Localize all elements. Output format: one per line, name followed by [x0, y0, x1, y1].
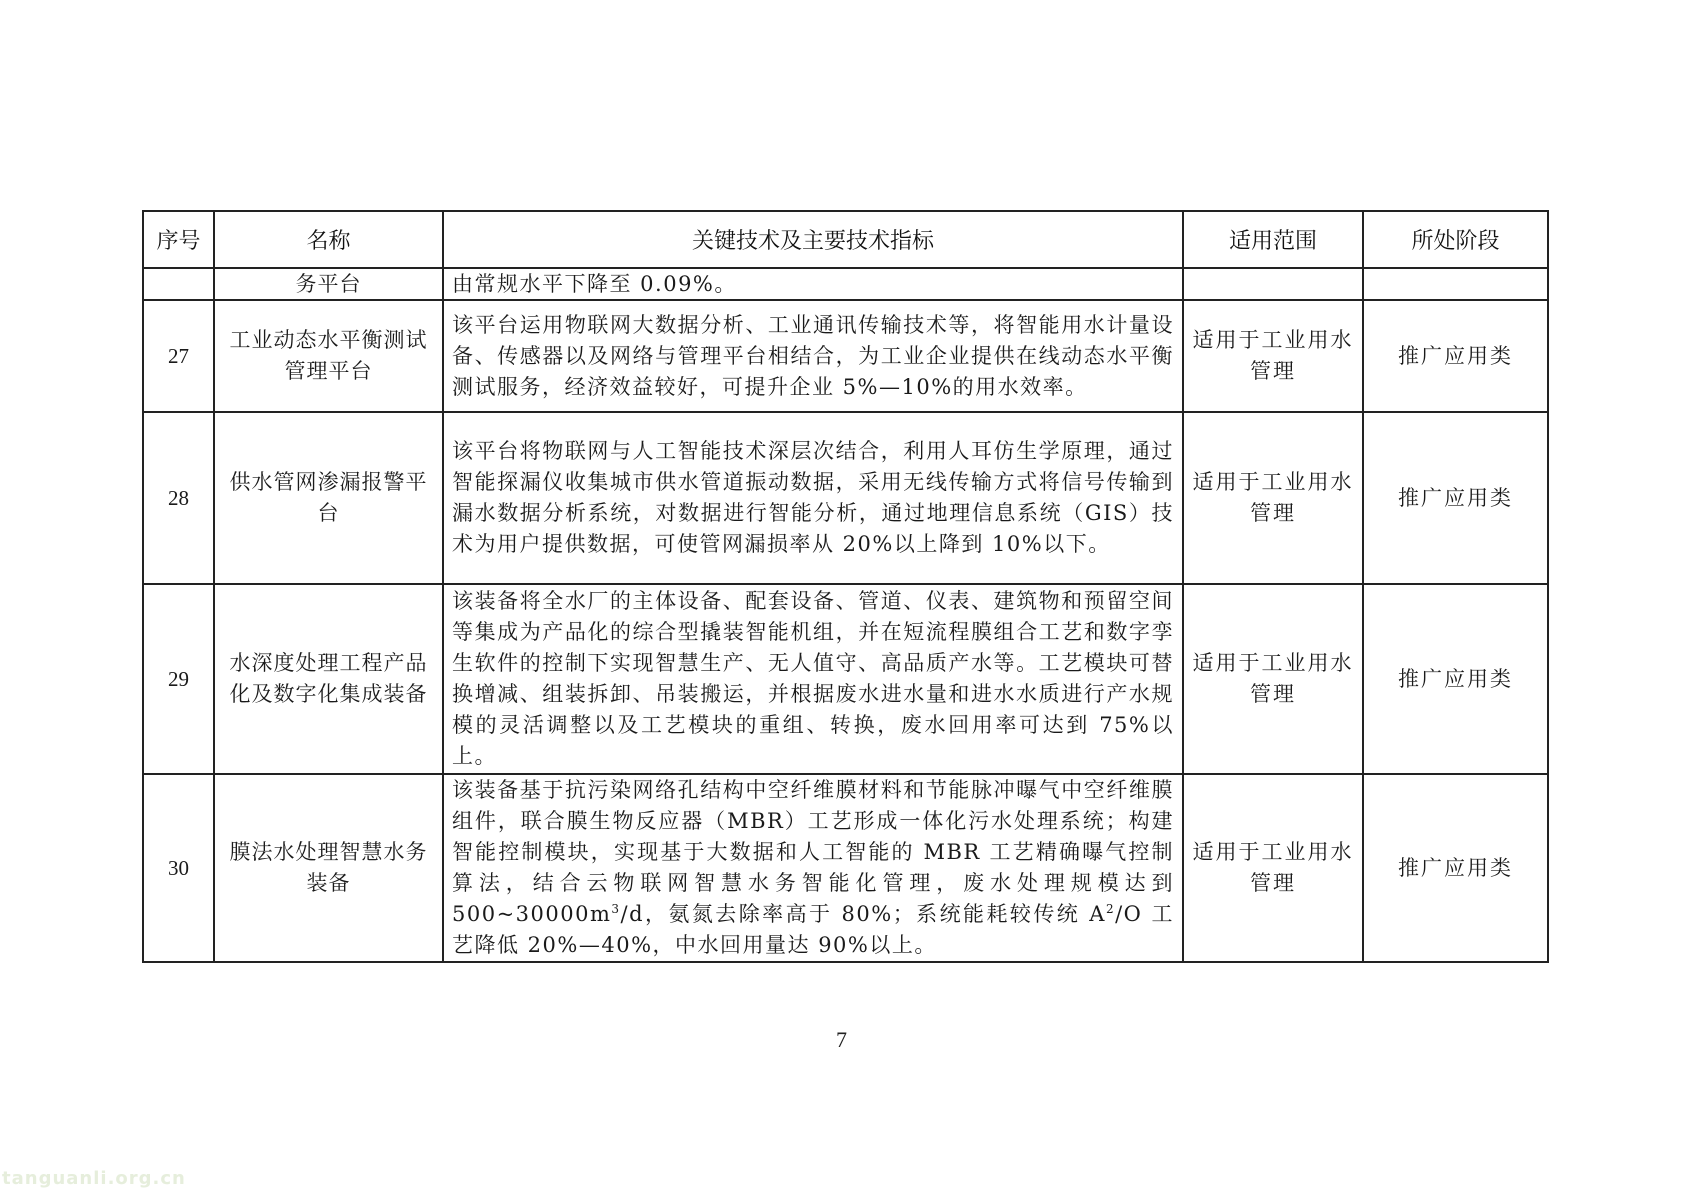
page-number: 7	[836, 1027, 847, 1052]
cell-scope: 适用于工业用水管理	[1183, 584, 1363, 774]
cell-description: 该装备将全水厂的主体设备、配套设备、管道、仪表、建筑物和预留空间等集成为产品化的综合型撬装智能机组，并在短流程膜组合工艺和数字孪生软件的控制下实现智慧生产、无人值守、高品质产水等。工艺模块可替换增减、组装拆卸、吊装搬运，并根据废水进水量和进水水质进行产水规模的灵活调整以及工艺模块的重组、转换，废水回用率可达到 75%以上。	[443, 584, 1183, 774]
cell-stage	[1363, 268, 1548, 300]
header-key-tech: 关键技术及主要技术指标	[443, 211, 1183, 268]
table-header-row	[143, 211, 1548, 268]
superscript: 3	[611, 902, 621, 916]
cell-description	[443, 774, 1183, 962]
technology-table	[142, 210, 1549, 963]
cell-name: 供水管网渗漏报警平台	[214, 412, 443, 584]
cell-number	[143, 268, 214, 300]
table-row-continuation	[143, 268, 1548, 300]
cell-number: 30	[143, 774, 214, 962]
cell-scope	[1183, 268, 1363, 300]
superscript: 2	[1105, 902, 1116, 916]
cell-number: 27	[143, 300, 214, 412]
header-scope: 适用范围	[1183, 211, 1363, 268]
cell-stage: 推广应用类	[1363, 774, 1548, 962]
cell-name: 务平台	[214, 268, 443, 300]
table-row	[143, 412, 1548, 584]
table-row	[143, 300, 1548, 412]
cell-scope: 适用于工业用水管理	[1183, 300, 1363, 412]
description-text: /O 工艺降低 20%—40%，中水回用量达 90%以上。	[452, 902, 1174, 957]
watermark: tanguanli.org.cn	[2, 1168, 186, 1189]
cell-name: 水深度处理工程产品化及数字化集成装备	[214, 584, 443, 774]
description-text: 该装备基于抗污染网络孔结构中空纤维膜材料和节能脉冲曝气中空纤维膜组件，联合膜生物反应器（MBR）工艺形成一体化污水处理系统；构建智能控制模块，实现基于大数据和人工智能的 MBR 工艺精确曝气控制算法，结合云物联网智慧水务智能化管理，废水处理规模达到 500~30000m	[452, 778, 1174, 926]
cell-name: 工业动态水平衡测试管理平台	[214, 300, 443, 412]
table-row	[143, 584, 1548, 774]
cell-number: 28	[143, 412, 214, 584]
header-number: 序号	[143, 211, 214, 268]
cell-description: 该平台将物联网与人工智能技术深层次结合，利用人耳仿生学原理，通过智能探漏仪收集城市供水管道振动数据，采用无线传输方式将信号传输到漏水数据分析系统，对数据进行智能分析，通过地理信息系统（GIS）技术为用户提供数据，可使管网漏损率从 20%以上降到 10%以下。	[443, 412, 1183, 584]
cell-number: 29	[143, 584, 214, 774]
header-stage: 所处阶段	[1363, 211, 1548, 268]
cell-stage: 推广应用类	[1363, 412, 1548, 584]
cell-description: 由常规水平下降至 0.09%。	[443, 268, 1183, 300]
cell-stage: 推广应用类	[1363, 584, 1548, 774]
table-row	[143, 774, 1548, 962]
header-name: 名称	[214, 211, 443, 268]
cell-scope: 适用于工业用水管理	[1183, 774, 1363, 962]
cell-name: 膜法水处理智慧水务装备	[214, 774, 443, 962]
cell-description: 该平台运用物联网大数据分析、工业通讯传输技术等，将智能用水计量设备、传感器以及网络与管理平台相结合，为工业企业提供在线动态水平衡测试服务，经济效益较好，可提升企业 5%—10%的用水效率。	[443, 300, 1183, 412]
cell-scope: 适用于工业用水管理	[1183, 412, 1363, 584]
description-text: /d，氨氮去除率高于 80%；系统能耗较传统 A	[620, 902, 1106, 926]
cell-stage: 推广应用类	[1363, 300, 1548, 412]
